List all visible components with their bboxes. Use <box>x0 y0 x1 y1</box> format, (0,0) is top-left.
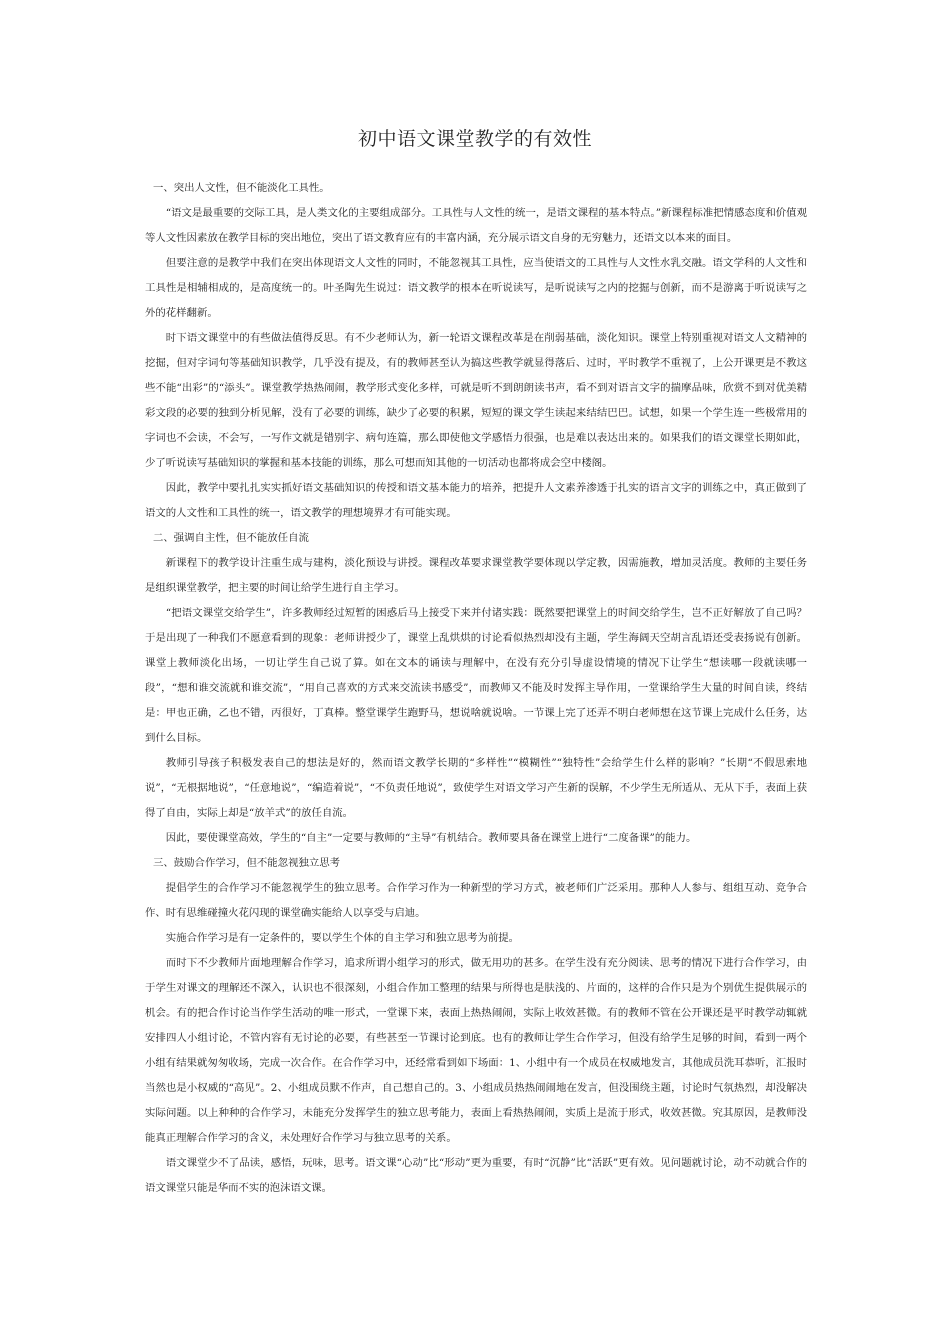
paragraph: “把语文课堂交给学生”，许多教师经过短暂的困惑后马上接受下来并付诸实践：既然要把课堂上的时间交给学生，岂不正好解放了自己吗？于是出现了一种我们不愿意看到的现象：老师讲授少了，课堂上乱烘烘的讨论看似热烈却没有主题，学生海阔天空胡言乱语还受表扬说有创新。课堂上教师淡化出场，一切让学生自己说了算。如在文本的诵读与理解中，在没有充分引导虚设情境的情况下让学生“想读哪一段就读哪一段”，“想和谁交流就和谁交流”，“用自己喜欢的方式来交流读书感受”，而教师又不能及时发挥主导作用，一堂课给学生大量的时间自读，终结是：甲也正确，乙也不错，丙很好，丁真棒。整堂课学生跑野马，想说啥就说啥。一节课上完了还弄不明白老师想在这节课上完成什么任务，达到什么目标。 <box>145 607 807 744</box>
section-heading: 三、鼓励合作学习，但不能忽视独立思考 <box>153 857 341 869</box>
paragraph: 新课程下的教学设计注重生成与建构，淡化预设与讲授。课程改革要求课堂教学要体现以学定教，因需施教，增加灵活度。教师的主要任务是组织课堂教学，把主要的时间让给学生进行自主学习。 <box>145 557 807 594</box>
paragraph: 时下语文课堂中的有些做法值得反思。有不少老师认为，新一轮语文课程改革是在削弱基础，淡化知识。课堂上特别重视对语文人文精神的挖掘，但对字词句等基础知识教学，几乎没有提及，有的教师甚至认为搞这些教学就显得落后、过时，平时教学不重视了，上公开课更是不教这些不能“出彩”的“添头”。课堂教学热热闹闹，教学形式变化多样，可就是听不到朗朗读书声，看不到对语言文字的揣摩品味，欣赏不到对优美精彩文段的必要的独到分析见解，没有了必要的训练，缺少了必要的积累，短短的课文学生读起来结结巴巴。试想，如果一个学生连一些极常用的字词也不会读，不会写，一写作文就是错别字、病句连篇，那么即使他文学感悟力很强，也是难以表达出来的。如果我们的语文课堂长期如此，少了听说读写基础知识的掌握和基本技能的训练，那么可想而知其他的一切活动也都将成会空中楼阁。 <box>145 332 807 469</box>
paragraph: 因此，要使课堂高效，学生的“自主”一定要与教师的“主导”有机结合。教师要具备在课堂上进行“二度备课”的能力。 <box>165 832 697 844</box>
paragraph: 教师引导孩子积极发表自己的想法是好的，然而语文教学长期的“多样性”“模糊性”“独特性”会给学生什么样的影响？”长期“不假思索地说”，“无根据地说”，“任意地说”，“编造着说”，“不负责任地说”，致使学生对语文学习产生新的误解，不少学生无所适从、无从下手，表面上获得了自由，实际上却是“放羊式”的放任自流。 <box>145 757 807 819</box>
paragraph: 因此，教学中要扎扎实实抓好语文基础知识的传授和语文基本能力的培养，把提升人文素养渗透于扎实的语言文字的训练之中，真正做到了语文的人文性和工具性的统一，语文教学的理想境界才有可能实现。 <box>145 482 807 519</box>
document-body <box>145 176 807 1201</box>
paragraph: 提倡学生的合作学习不能忽视学生的独立思考。合作学习作为一种新型的学习方式，被老师们广泛采用。那种人人参与、组组互动、竞争合作、时有思维碰撞火花闪现的课堂确实能给人以享受与启迪。 <box>145 882 807 919</box>
paragraph: 实施合作学习是有一定条件的，要以学生个体的自主学习和独立思考为前提。 <box>165 932 520 944</box>
document-title: 初中语文课堂教学的有效性 <box>357 128 592 150</box>
paragraph: “语文是最重要的交际工具，是人类文化的主要组成部分。工具性与人文性的统一，是语文课程的基本特点。”新课程标准把情感态度和价值观等人文性因素放在教学目标的突出地位，突出了语文教育应有的丰富内涵，充分展示语文自身的无穷魅力，还语文以本来的面目。 <box>145 207 807 244</box>
paragraph: 语文课堂少不了品读，感悟，玩味，思考。语文课“心动”比“形动”更为重要，有时“沉静”比“活跃”更有效。见问题就讨论，动不动就合作的语文课堂只能是华而不实的泡沫语文课。 <box>145 1157 807 1194</box>
section-heading: 二、强调自主性，但不能放任自流 <box>153 532 309 544</box>
section-heading: 一、突出人文性，但不能淡化工具性。 <box>153 182 330 194</box>
paragraph: 但要注意的是教学中我们在突出体现语文人文性的同时，不能忽视其工具性，应当使语文的工具性与人文性水乳交融。语文学科的人文性和工具性是相辅相成的，是高度统一的。叶圣陶先生说过：语文教学的根本在听说读写，是听说读写之内的挖掘与创新，而不是游离于听说读写之外的花样翻新。 <box>145 257 807 319</box>
paragraph: 而时下不少教师片面地理解合作学习，追求所谓小组学习的形式，做无用功的甚多。在学生没有充分阅读、思考的情况下进行合作学习，由于学生对课文的理解还不深入，认识也不很深刻，小组合作加工整理的结果与所得也是肤浅的、片面的，这样的合作只是为个别优生提供展示的机会。有的把合作讨论当作学生活动的唯一形式，一堂课下来，表面上热热闹闹，实际上收效甚微。有的教师不管在公开课还是平时教学动辄就安排四人小组讨论，不管内容有无讨论的必要，有些甚至一节课讨论到底。也有的教师让学生合作学习，但没有给学生足够的时间，看到一两个小组有结果就匆匆收场，完成一次合作。在合作学习中，还经常看到如下场面：1、小组中有一个成员在权威地发言，其他成员洗耳恭听，汇报时当然也是小权威的“高见”。2、小组成员默不作声，自己想自己的。3、小组成员热热闹闹地在发言，但没围绕主题，讨论时气氛热烈，却没解决实际问题。以上种种的合作学习，未能充分发挥学生的独立思考能力，表面上看热热闹闹，实质上是流于形式，收效甚微。究其原因，是教师没能真正理解合作学习的含义，未处理好合作学习与独立思考的关系。 <box>145 957 807 1144</box>
